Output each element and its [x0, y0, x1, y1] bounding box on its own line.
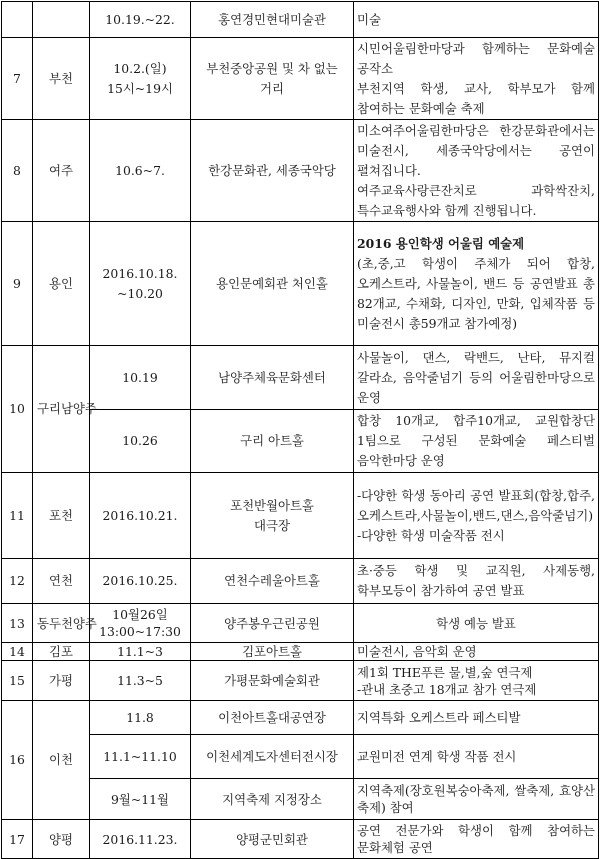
table-row [2, 2, 599, 38]
table-row [2, 559, 599, 604]
row-number: 10 [2, 346, 33, 473]
table-row [2, 346, 599, 410]
row-description: 미소여주어울림한마당은 한강문화관에서는 미술전시, 세종국악당에서는 공연이 펼쳐집니다. 여주교육사랑큰잔치로 과학싹잔치, 특수교육행사와 함께 진행됩니다. [354, 120, 599, 222]
row-number: 11 [2, 473, 33, 559]
row-venue: 이천세계도자센터전시장 [191, 735, 354, 779]
row-region: 김포 [33, 643, 90, 661]
row-date: 10.19 [90, 346, 191, 410]
festival-title: 2016 용인학생 어울림 예술제 [357, 235, 525, 251]
row-region: 부천 [33, 38, 90, 120]
row-venue: 이천아트홀대공연장 [191, 701, 354, 735]
row-date: 2016.11.23. [90, 820, 191, 859]
row-description: 초·중등 학생 및 교직원, 사제동행, 학부모등이 참가하여 공연 발표 [354, 559, 599, 604]
row-description: 제1회 THE푸른 물,별,숲 연극제 -관내 초중고 18개교 참가 연극제 [354, 661, 599, 701]
table-row [2, 473, 599, 559]
table-row [2, 779, 599, 820]
row-venue: 한강문화관, 세종국악당 [191, 120, 354, 222]
row-venue: 부천중앙공원 및 차 없는 거리 [191, 38, 354, 120]
row-venue: 남양주체육문화센터 [191, 346, 354, 410]
row-region: 동두천양주 [33, 604, 90, 643]
row-region: 구리남양주 [33, 346, 90, 473]
row-date: 10.26 [90, 410, 191, 473]
row-description: 합창 10개교, 합주10개교, 교원합창단 1팀으로 구성된 문화예술 페스티벌 음악한마당 운영 [354, 410, 599, 473]
row-number: 7 [2, 38, 33, 120]
row-region: 여주 [33, 120, 90, 222]
row-venue: 양평군민회관 [191, 820, 354, 859]
row-date: 11.3~5 [90, 661, 191, 701]
row-description: 미술 [354, 2, 599, 38]
row-date: 11.1~11.10 [90, 735, 191, 779]
row-date: 10월26일 13:00~17:30 [90, 604, 191, 643]
row-region: 연천 [33, 559, 90, 604]
row-date: 10.6~7. [90, 120, 191, 222]
row-description: 교원미전 연계 학생 작품 전시 [354, 735, 599, 779]
row-description: 공연 전문가와 학생이 함께 참여하는 문화체험 공연 [354, 820, 599, 859]
row-description: 지역특화 오케스트라 페스티발 [354, 701, 599, 735]
row-description: 학생 예능 발표 [354, 604, 599, 643]
row-number [2, 2, 33, 38]
table-row [2, 120, 599, 222]
row-region [33, 2, 90, 38]
row-venue: 가평문화예술회관 [191, 661, 354, 701]
row-description: 미술전시, 음악회 운영 [354, 643, 599, 661]
table-row [2, 604, 599, 643]
row-date: 2016.10.25. [90, 559, 191, 604]
row-number: 12 [2, 559, 33, 604]
table-row [2, 735, 599, 779]
row-date: 10.19.~22. [90, 2, 191, 38]
row-date: 9월~11월 [90, 779, 191, 820]
row-venue: 포천반월아트홀 대극장 [191, 473, 354, 559]
row-region: 용인 [33, 222, 90, 346]
row-description: 시민어울림한마당과 함께하는 문화예술 공작소 부천지역 학생, 교사, 학부모가 함께 참여하는 문화예술 축제 [354, 38, 599, 120]
row-number: 8 [2, 120, 33, 222]
table-row [2, 661, 599, 701]
row-venue: 지역축제 지정장소 [191, 779, 354, 820]
row-venue: 김포아트홀 [191, 643, 354, 661]
row-description: 지역축제(장호원복숭아축제, 쌀축제, 효양산 축제) 참여 [354, 779, 599, 820]
event-schedule-table [1, 1, 599, 859]
row-date: 2016.10.18. ~10.20 [90, 222, 191, 346]
row-number: 14 [2, 643, 33, 661]
row-description: 사물놀이, 댄스, 락밴드, 난타, 뮤지컬 갈라쇼, 음악줄넘기 등의 어울림한마당으로 운영 [354, 346, 599, 410]
row-number: 9 [2, 222, 33, 346]
table-row [2, 820, 599, 859]
row-venue: 홍연경민현대미술관 [191, 2, 354, 38]
row-venue: 연천수레울아트홀 [191, 559, 354, 604]
table-row [2, 701, 599, 735]
row-number: 15 [2, 661, 33, 701]
row-venue: 양주봉우근린공원 [191, 604, 354, 643]
row-region: 가평 [33, 661, 90, 701]
row-number: 13 [2, 604, 33, 643]
table-row [2, 38, 599, 120]
row-number: 16 [2, 701, 33, 820]
row-date: 11.1~3 [90, 643, 191, 661]
table-row [2, 222, 599, 346]
row-venue: 구리 아트홀 [191, 410, 354, 473]
row-date: 11.8 [90, 701, 191, 735]
row-venue: 용인문예회관 처인홀 [191, 222, 354, 346]
row-date: 10.2.(일) 15시~19시 [90, 38, 191, 120]
table-row [2, 643, 599, 661]
row-region: 포천 [33, 473, 90, 559]
row-region: 양평 [33, 820, 90, 859]
row-region: 이천 [33, 701, 90, 820]
row-date: 2016.10.21. [90, 473, 191, 559]
row-description: 2016 용인학생 어울림 예술제 (초,중,고 학생이 주체가 되어 합창, 오케스트라, 사물놀이, 밴드 등 공연발표 총 82개교, 수채화, 디자인, 만화, 입체작품 등 미술전시 총59개교 참가예정) [354, 222, 599, 346]
row-description: -다양한 학생 동아리 공연 발표회(합창,합주,오케스트라,사물놀이,밴드,댄스,음악줄넘기) -다양한 학생 미술작품 전시 [354, 473, 599, 559]
row-number: 17 [2, 820, 33, 859]
